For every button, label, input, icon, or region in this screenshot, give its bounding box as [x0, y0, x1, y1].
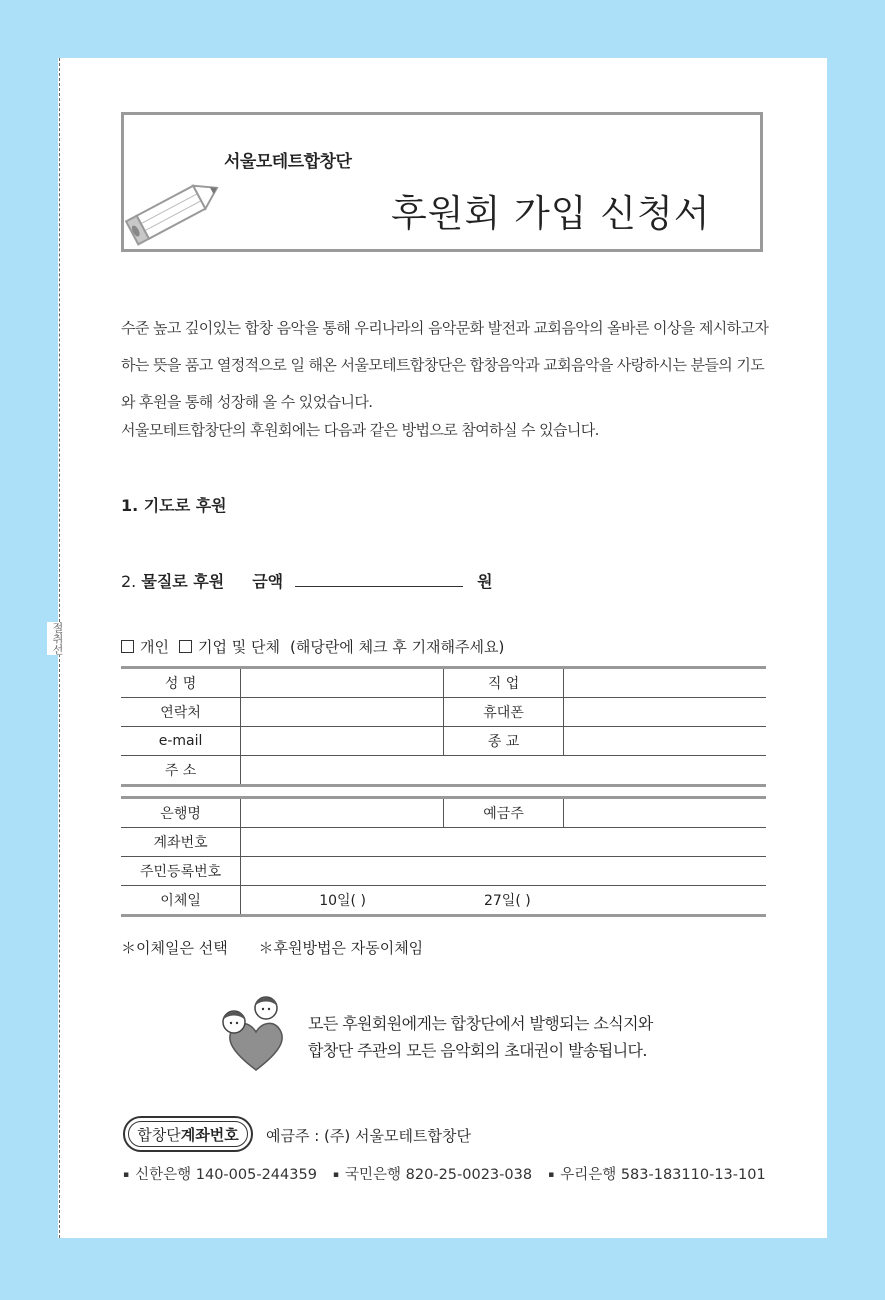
contact-label: 연락처 [121, 698, 241, 727]
benefit-line: 합창단 주관의 모든 음악회의 초대권이 발송됩니다. [308, 1041, 647, 1060]
table-row [121, 668, 766, 698]
benefit-line: 모든 후원회원에게는 합창단에서 발행되는 소식지와 [308, 1014, 653, 1033]
individual-checkbox[interactable] [121, 640, 134, 653]
amount-label: 금액 [252, 572, 284, 591]
company-checkbox[interactable] [179, 640, 192, 653]
amount-unit: 원 [477, 572, 493, 591]
contact-field[interactable] [241, 698, 444, 727]
cut-line-label: 절취선 [47, 622, 63, 655]
section-prayer-support: 1. 기도로 후원 [121, 496, 227, 515]
individual-option[interactable] [121, 636, 169, 657]
intro-paragraph: 서울모테트합창단의 후원회에는 다음과 같은 방법으로 참여하실 수 있습니다. [121, 421, 599, 439]
note-support-method: ＊후원방법은 자동이체임 [258, 939, 424, 957]
check-instruction: (해당란에 체크 후 기재해주세요) [289, 638, 505, 656]
depositor-field[interactable] [563, 798, 766, 828]
email-label: e-mail [121, 727, 241, 756]
company-option[interactable] [179, 636, 280, 657]
bank-info-table [121, 796, 766, 917]
email-field[interactable] [241, 727, 444, 756]
table-row [121, 828, 766, 857]
section-financial-support [121, 569, 493, 592]
form-title: 후원회 가입 신청서 [391, 192, 711, 235]
badge-text-bold: 계좌번호 [180, 1125, 239, 1144]
depositor-label: 예금주 [444, 798, 563, 828]
address-label: 주 소 [121, 756, 241, 786]
section-number: 2. [121, 572, 137, 591]
personal-info-table [121, 666, 766, 787]
account-number-label: 계좌번호 [121, 828, 241, 857]
table-row [121, 886, 766, 916]
org-title: 서울모테트합창단 [224, 152, 352, 172]
individual-label: 개인 [140, 638, 169, 656]
transfer-day-label: 이체일 [121, 886, 241, 916]
account-holder: 예금주 : (주) 서울모테트합창단 [266, 1127, 471, 1145]
table-row [121, 756, 766, 786]
note-transfer-day: ＊이체일은 선택 [121, 939, 228, 957]
bank-account-item: ▪ 국민은행 820-25-0023-038 [333, 1163, 532, 1184]
table-row [121, 857, 766, 886]
job-label: 직 업 [444, 668, 563, 698]
intro-text [121, 310, 769, 441]
mobile-field[interactable] [563, 698, 766, 727]
resident-number-label: 주민등록번호 [121, 857, 241, 886]
company-label: 기업 및 단체 [197, 638, 280, 656]
account-number-field[interactable] [241, 828, 766, 857]
bank-name-label: 은행명 [121, 798, 241, 828]
bank-name-field[interactable] [241, 798, 444, 828]
job-field[interactable] [563, 668, 766, 698]
account-number-badge [123, 1116, 253, 1152]
name-field[interactable] [241, 668, 444, 698]
pencil-icon [124, 165, 234, 251]
header-box [121, 112, 763, 252]
transfer-day-27-option[interactable]: 27일( ) [483, 893, 531, 909]
bank-account-item: ▪ 신한은행 140-005-244359 [123, 1163, 317, 1184]
children-heart-icon [212, 994, 300, 1074]
intro-paragraph: 수준 높고 깊이있는 합창 음악을 통해 우리나라의 음악문화 발전과 교회음악의 올바른 이상을 제시하고자 하는 뜻을 품고 열정적으로 일 해온 서울모테트합창단은 합창음악과 교회음악을 사랑하시는 분들의 기도와 후원을 통해 성장해 올 수 있었습니다. [121, 319, 769, 411]
benefit-message [308, 1010, 653, 1064]
notes [121, 937, 423, 958]
transfer-day-10-option[interactable]: 10일( ) [319, 893, 366, 909]
name-label: 성 명 [121, 668, 241, 698]
table-row [121, 798, 766, 828]
bank-accounts [123, 1163, 782, 1184]
address-field[interactable] [241, 756, 766, 786]
resident-number-field[interactable] [241, 857, 766, 886]
badge-text: 합창단 [137, 1125, 181, 1144]
section-title: 물질로 후원 [141, 572, 225, 591]
table-row [121, 727, 766, 756]
bank-account-item: ▪ 우리은행 583-183110-13-101 [548, 1163, 766, 1184]
mobile-label: 휴대폰 [444, 698, 563, 727]
amount-field[interactable] [295, 570, 463, 587]
religion-label: 종 교 [444, 727, 563, 756]
religion-field[interactable] [563, 727, 766, 756]
support-type-select [121, 636, 504, 657]
table-row [121, 698, 766, 727]
